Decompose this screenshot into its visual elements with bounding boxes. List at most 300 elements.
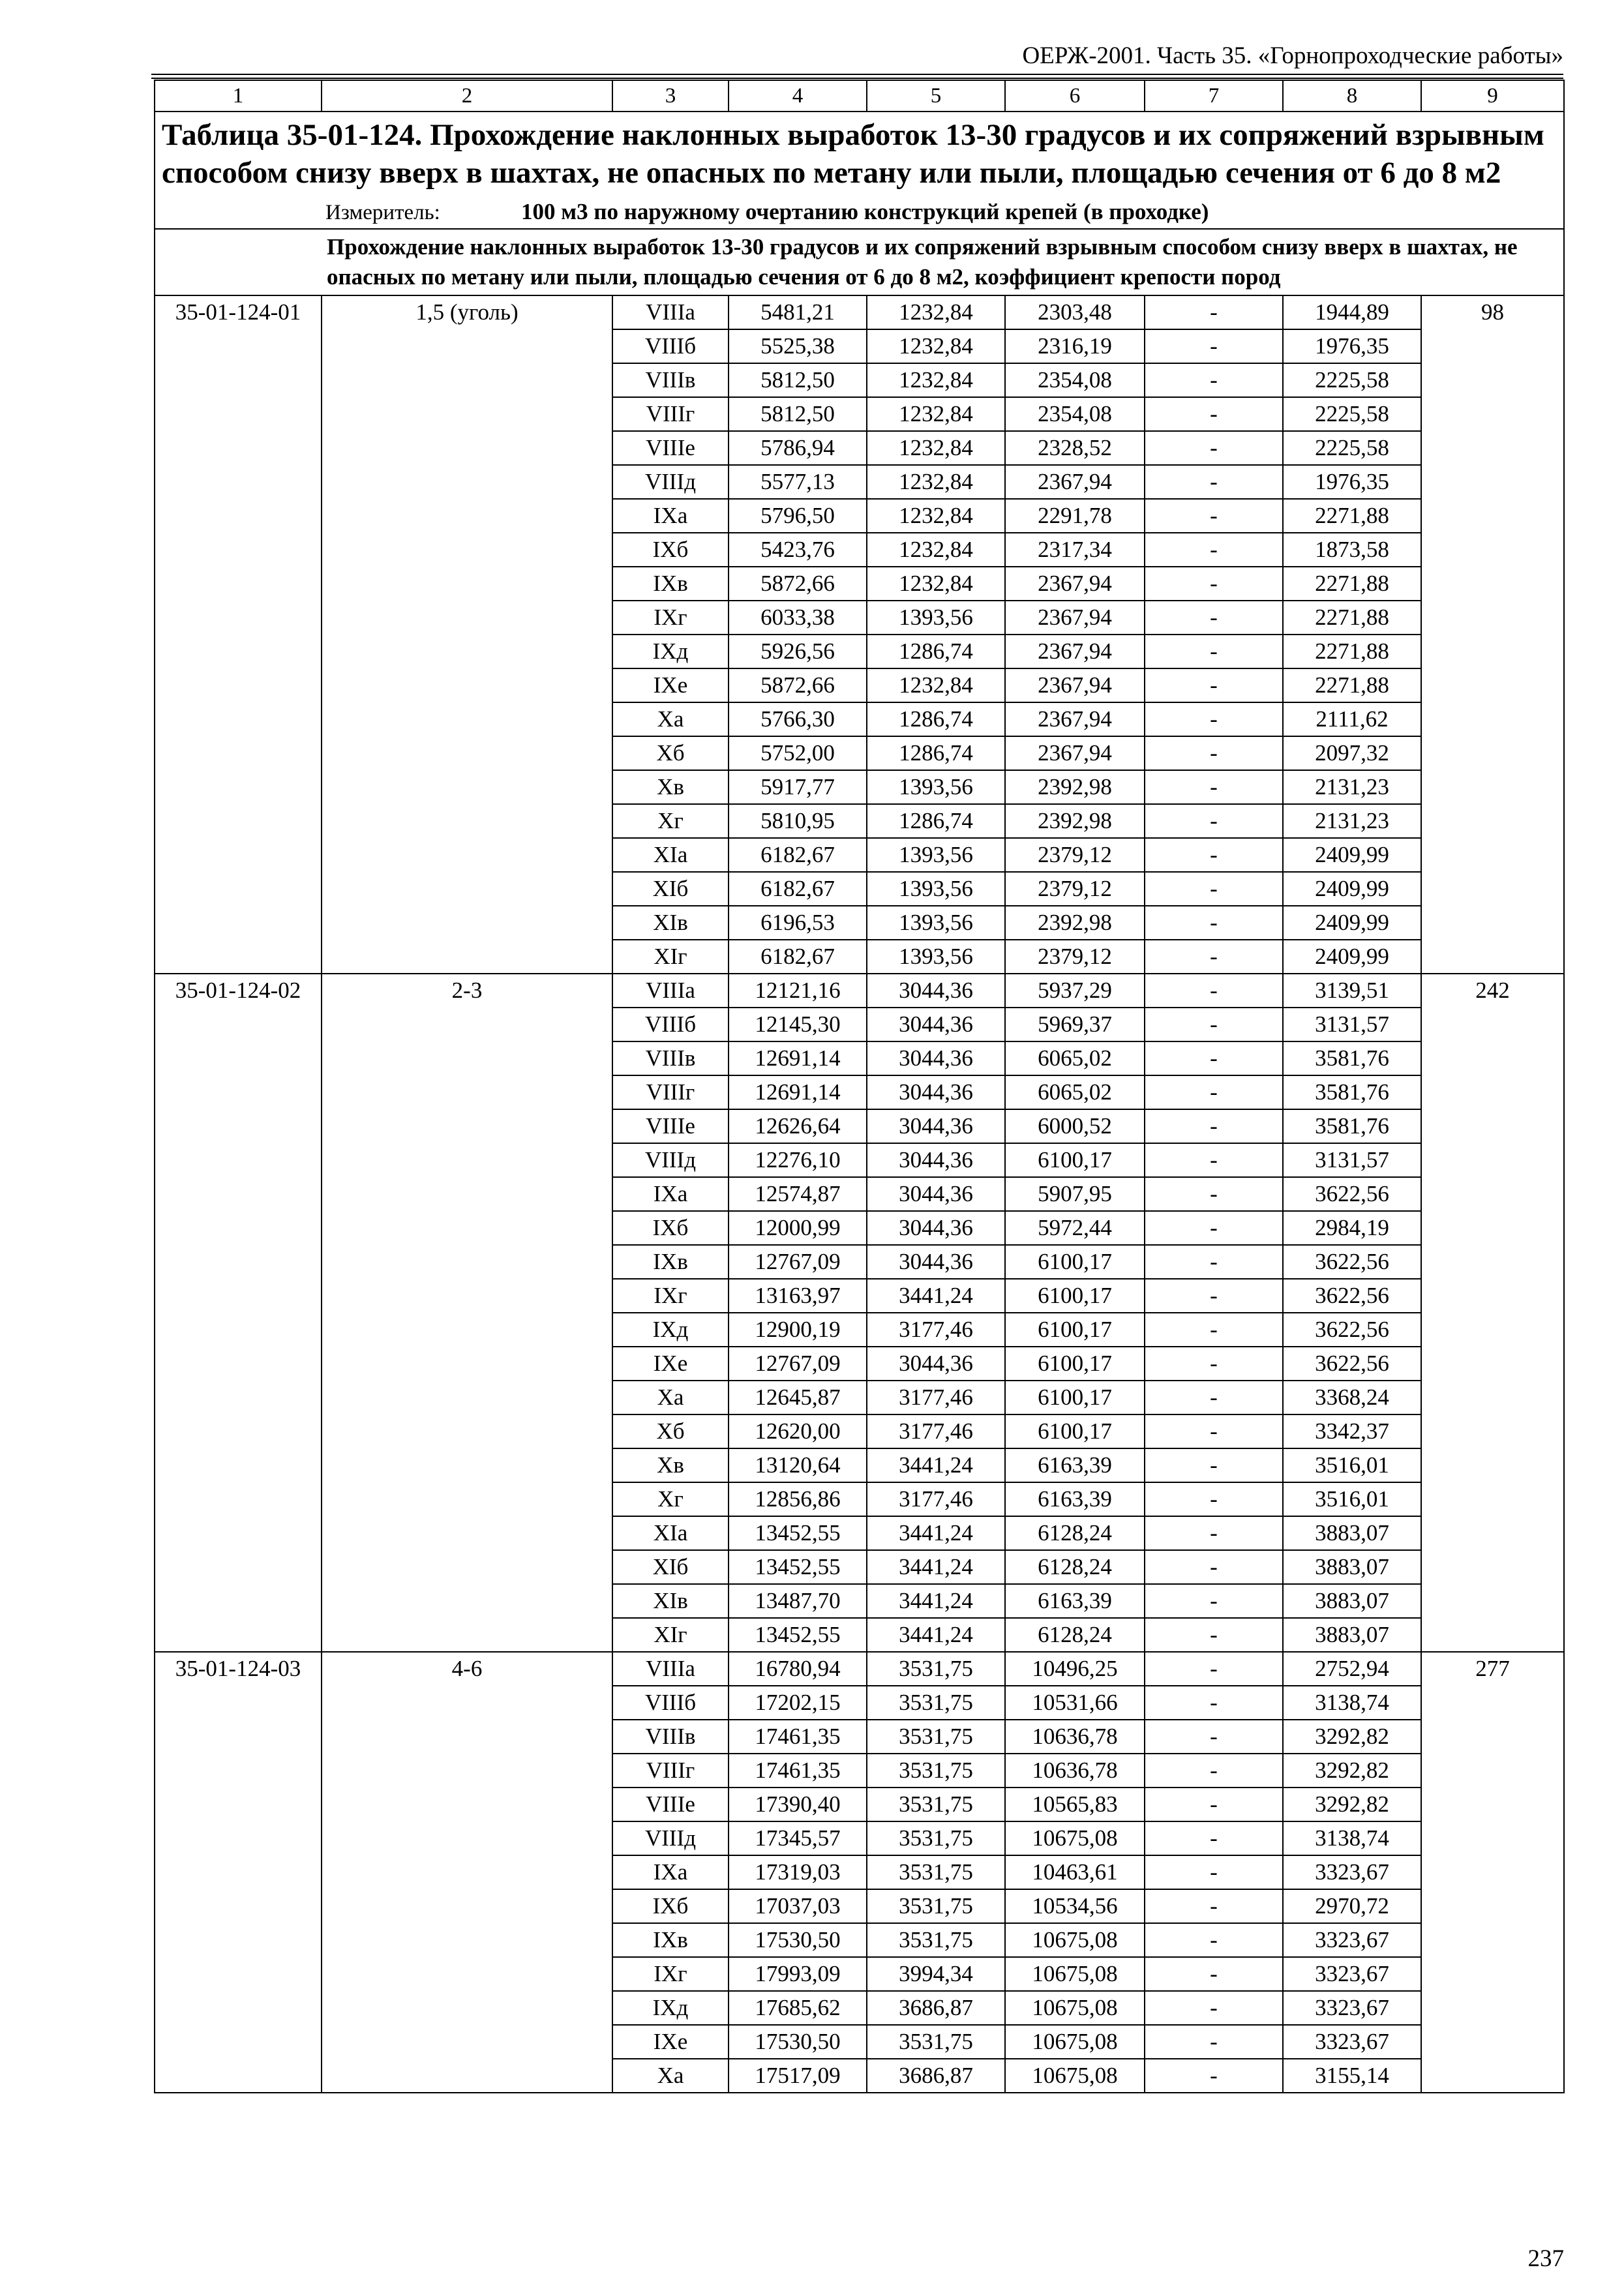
materials-cell: 2271,88 (1283, 601, 1421, 635)
machinists-wages-cell: - (1145, 1482, 1283, 1516)
machinists-wages-cell: - (1145, 804, 1283, 838)
column-number: 2 (322, 80, 612, 112)
materials-cell: 3139,51 (1283, 974, 1421, 1008)
rate-code-cell: 35-01-124-01 (155, 295, 322, 974)
machinists-wages-cell: - (1145, 1516, 1283, 1550)
rock-category-cell: VIIIв (612, 1720, 729, 1754)
wages-cell: 3531,75 (867, 1821, 1005, 1855)
machinists-wages-cell: - (1145, 1855, 1283, 1889)
rates-table (154, 80, 1565, 2093)
machinists-wages-cell: - (1145, 1957, 1283, 1991)
wages-cell: 1232,84 (867, 499, 1005, 533)
wages-cell: 1286,74 (867, 702, 1005, 736)
machines-cell: 6000,52 (1005, 1109, 1145, 1143)
machinists-wages-cell: - (1145, 1923, 1283, 1957)
materials-cell: 3131,57 (1283, 1008, 1421, 1041)
machines-cell: 10675,08 (1005, 1821, 1145, 1855)
total-cost-cell: 6182,67 (729, 940, 867, 974)
materials-cell: 2409,99 (1283, 940, 1421, 974)
wages-cell: 3044,36 (867, 1177, 1005, 1211)
machines-cell: 10636,78 (1005, 1720, 1145, 1754)
total-cost-cell: 5786,94 (729, 431, 867, 465)
total-cost-cell: 5481,21 (729, 295, 867, 329)
machinists-wages-cell: - (1145, 1788, 1283, 1821)
materials-cell: 2131,23 (1283, 804, 1421, 838)
rock-category-cell: VIIIд (612, 1143, 729, 1177)
column-number: 9 (1421, 80, 1564, 112)
machinists-wages-cell: - (1145, 1347, 1283, 1381)
machines-cell: 6128,24 (1005, 1618, 1145, 1652)
machinists-wages-cell: - (1145, 2025, 1283, 2059)
wages-cell: 1232,84 (867, 295, 1005, 329)
materials-cell: 3622,56 (1283, 1245, 1421, 1279)
wages-cell: 1286,74 (867, 804, 1005, 838)
machinists-wages-cell: - (1145, 1245, 1283, 1279)
machines-cell: 10534,56 (1005, 1889, 1145, 1923)
wages-cell: 3441,24 (867, 1516, 1005, 1550)
total-cost-cell: 5796,50 (729, 499, 867, 533)
total-cost-cell: 13452,55 (729, 1550, 867, 1584)
machinists-wages-cell: - (1145, 1448, 1283, 1482)
materials-cell: 2225,58 (1283, 431, 1421, 465)
machines-cell: 2367,94 (1005, 465, 1145, 499)
rock-category-cell: VIIIг (612, 1754, 729, 1788)
materials-cell: 2409,99 (1283, 906, 1421, 940)
rock-category-cell: Xа (612, 702, 729, 736)
materials-cell: 1976,35 (1283, 329, 1421, 363)
wages-cell: 3441,24 (867, 1618, 1005, 1652)
wages-cell: 3531,75 (867, 1686, 1005, 1720)
total-cost-cell: 12856,86 (729, 1482, 867, 1516)
machinists-wages-cell: - (1145, 1041, 1283, 1075)
rock-category-cell: IXд (612, 1313, 729, 1347)
materials-cell: 2271,88 (1283, 499, 1421, 533)
machines-cell: 10675,08 (1005, 2059, 1145, 2093)
wages-cell: 1286,74 (867, 635, 1005, 668)
machinists-wages-cell: - (1145, 1584, 1283, 1618)
wages-cell: 3531,75 (867, 2025, 1005, 2059)
section-title: Прохождение наклонных выработок 13-30 градусов и их сопряжений взрывным способом снизу вверх в шахтах, не опасных по метану или пыли, площадью сечения от 6 до 8 м2, коэффициент крепости пород (322, 229, 1564, 295)
column-number: 1 (155, 80, 322, 112)
labor-cost-cell: 242 (1421, 974, 1564, 1652)
materials-cell: 1976,35 (1283, 465, 1421, 499)
rock-category-cell: IXб (612, 1211, 729, 1245)
machinists-wages-cell: - (1145, 1686, 1283, 1720)
machines-cell: 10496,25 (1005, 1652, 1145, 1686)
machines-cell: 6128,24 (1005, 1550, 1145, 1584)
materials-cell: 3138,74 (1283, 1821, 1421, 1855)
total-cost-cell: 17345,57 (729, 1821, 867, 1855)
machinists-wages-cell: - (1145, 1550, 1283, 1584)
materials-cell: 3883,07 (1283, 1584, 1421, 1618)
rock-category-cell: Xб (612, 1414, 729, 1448)
machines-cell: 10531,66 (1005, 1686, 1145, 1720)
wages-cell: 3531,75 (867, 1855, 1005, 1889)
column-number-row (155, 80, 1564, 112)
wages-cell: 3441,24 (867, 1279, 1005, 1313)
machines-cell: 2367,94 (1005, 567, 1145, 601)
wages-cell: 3044,36 (867, 1143, 1005, 1177)
machinists-wages-cell: - (1145, 702, 1283, 736)
wages-cell: 3177,46 (867, 1381, 1005, 1414)
header-rule (151, 74, 1563, 79)
wages-cell: 3044,36 (867, 1245, 1005, 1279)
total-cost-cell: 13163,97 (729, 1279, 867, 1313)
table-title-row (155, 112, 1564, 196)
machines-cell: 2303,48 (1005, 295, 1145, 329)
machines-cell: 2354,08 (1005, 397, 1145, 431)
rock-category-cell: IXг (612, 601, 729, 635)
rock-category-cell: IXг (612, 1279, 729, 1313)
total-cost-cell: 17517,09 (729, 2059, 867, 2093)
machines-cell: 10636,78 (1005, 1754, 1145, 1788)
wages-cell: 1232,84 (867, 363, 1005, 397)
materials-cell: 3516,01 (1283, 1448, 1421, 1482)
rock-hardness-cell: 4-6 (322, 1652, 612, 2093)
wages-cell: 3044,36 (867, 1347, 1005, 1381)
total-cost-cell: 17685,62 (729, 1991, 867, 2025)
wages-cell: 1232,84 (867, 431, 1005, 465)
machines-cell: 2367,94 (1005, 736, 1145, 770)
machines-cell: 6065,02 (1005, 1075, 1145, 1109)
materials-cell: 3883,07 (1283, 1618, 1421, 1652)
machines-cell: 2379,12 (1005, 872, 1145, 906)
total-cost-cell: 5872,66 (729, 567, 867, 601)
wages-cell: 3686,87 (867, 2059, 1005, 2093)
rock-category-cell: VIIIв (612, 1041, 729, 1075)
machinists-wages-cell: - (1145, 1414, 1283, 1448)
materials-cell: 2271,88 (1283, 635, 1421, 668)
rock-category-cell: VIIIа (612, 974, 729, 1008)
machinists-wages-cell: - (1145, 838, 1283, 872)
materials-cell: 2409,99 (1283, 838, 1421, 872)
total-cost-cell: 12691,14 (729, 1075, 867, 1109)
materials-cell: 3323,67 (1283, 1923, 1421, 1957)
machinists-wages-cell: - (1145, 1008, 1283, 1041)
materials-cell: 2984,19 (1283, 1211, 1421, 1245)
rock-category-cell: VIIIб (612, 1686, 729, 1720)
total-cost-cell: 5577,13 (729, 465, 867, 499)
machines-cell: 2354,08 (1005, 363, 1145, 397)
machinists-wages-cell: - (1145, 431, 1283, 465)
wages-cell: 3994,34 (867, 1957, 1005, 1991)
machinists-wages-cell: - (1145, 1211, 1283, 1245)
column-number: 3 (612, 80, 729, 112)
total-cost-cell: 17530,50 (729, 1923, 867, 1957)
materials-cell: 3581,76 (1283, 1109, 1421, 1143)
total-cost-cell: 6182,67 (729, 838, 867, 872)
machines-cell: 6163,39 (1005, 1584, 1145, 1618)
rock-category-cell: XIв (612, 1584, 729, 1618)
total-cost-cell: 17037,03 (729, 1889, 867, 1923)
machinists-wages-cell: - (1145, 1381, 1283, 1414)
rock-category-cell: IXд (612, 1991, 729, 2025)
wages-cell: 1232,84 (867, 329, 1005, 363)
rock-category-cell: Xа (612, 2059, 729, 2093)
rock-category-cell: IXа (612, 1177, 729, 1211)
total-cost-cell: 17390,40 (729, 1788, 867, 1821)
total-cost-cell: 6196,53 (729, 906, 867, 940)
machines-cell: 5969,37 (1005, 1008, 1145, 1041)
rate-code-cell: 35-01-124-03 (155, 1652, 322, 2093)
total-cost-cell: 13452,55 (729, 1618, 867, 1652)
total-cost-cell: 5810,95 (729, 804, 867, 838)
materials-cell: 2271,88 (1283, 567, 1421, 601)
machinists-wages-cell: - (1145, 1889, 1283, 1923)
total-cost-cell: 17319,03 (729, 1855, 867, 1889)
machinists-wages-cell: - (1145, 2059, 1283, 2093)
machines-cell: 6065,02 (1005, 1041, 1145, 1075)
rock-category-cell: Xв (612, 1448, 729, 1482)
wages-cell: 1393,56 (867, 770, 1005, 804)
rock-category-cell: IXд (612, 635, 729, 668)
unit-spacer (155, 196, 322, 229)
rock-category-cell: VIIIд (612, 1821, 729, 1855)
table-title: Таблица 35-01-124. Прохождение наклонных выработок 13-30 градусов и их сопряжений взрывным способом снизу вверх в шахтах, не опасных по метану или пыли, площадью сечения от 6 до 8 м2 (155, 112, 1564, 196)
machinists-wages-cell: - (1145, 1143, 1283, 1177)
machinists-wages-cell: - (1145, 1618, 1283, 1652)
machines-cell: 2367,94 (1005, 702, 1145, 736)
wages-cell: 3044,36 (867, 1041, 1005, 1075)
machines-cell: 6128,24 (1005, 1516, 1145, 1550)
machines-cell: 2367,94 (1005, 635, 1145, 668)
total-cost-cell: 12276,10 (729, 1143, 867, 1177)
wages-cell: 1393,56 (867, 838, 1005, 872)
total-cost-cell: 12145,30 (729, 1008, 867, 1041)
machines-cell: 10675,08 (1005, 1923, 1145, 1957)
wages-cell: 3044,36 (867, 1109, 1005, 1143)
machines-cell: 5972,44 (1005, 1211, 1145, 1245)
materials-cell: 3138,74 (1283, 1686, 1421, 1720)
materials-cell: 2111,62 (1283, 702, 1421, 736)
table-row (155, 974, 1564, 1008)
machines-cell: 6100,17 (1005, 1279, 1145, 1313)
wages-cell: 3531,75 (867, 1923, 1005, 1957)
materials-cell: 2097,32 (1283, 736, 1421, 770)
machines-cell: 6100,17 (1005, 1347, 1145, 1381)
machines-cell: 6163,39 (1005, 1448, 1145, 1482)
unit-value: 100 м3 по наружному очертанию конструкций крепей (в проходке) (521, 198, 1209, 224)
total-cost-cell: 6182,67 (729, 872, 867, 906)
machinists-wages-cell: - (1145, 465, 1283, 499)
rock-category-cell: IXа (612, 1855, 729, 1889)
rock-category-cell: IXв (612, 567, 729, 601)
total-cost-cell: 17993,09 (729, 1957, 867, 1991)
materials-cell: 3883,07 (1283, 1550, 1421, 1584)
rock-category-cell: IXб (612, 533, 729, 567)
materials-cell: 3516,01 (1283, 1482, 1421, 1516)
machinists-wages-cell: - (1145, 601, 1283, 635)
machinists-wages-cell: - (1145, 940, 1283, 974)
machines-cell: 2291,78 (1005, 499, 1145, 533)
materials-cell: 3342,37 (1283, 1414, 1421, 1448)
materials-cell: 3131,57 (1283, 1143, 1421, 1177)
total-cost-cell: 12000,99 (729, 1211, 867, 1245)
total-cost-cell: 12620,00 (729, 1414, 867, 1448)
wages-cell: 3531,75 (867, 1754, 1005, 1788)
rock-category-cell: XIб (612, 1550, 729, 1584)
materials-cell: 1944,89 (1283, 295, 1421, 329)
machinists-wages-cell: - (1145, 1075, 1283, 1109)
rock-category-cell: VIIIг (612, 397, 729, 431)
machinists-wages-cell: - (1145, 770, 1283, 804)
machines-cell: 10675,08 (1005, 1957, 1145, 1991)
machines-cell: 2316,19 (1005, 329, 1145, 363)
total-cost-cell: 5525,38 (729, 329, 867, 363)
column-number: 5 (867, 80, 1005, 112)
rock-category-cell: XIа (612, 1516, 729, 1550)
total-cost-cell: 6033,38 (729, 601, 867, 635)
materials-cell: 1873,58 (1283, 533, 1421, 567)
machines-cell: 2392,98 (1005, 804, 1145, 838)
wages-cell: 3531,75 (867, 1889, 1005, 1923)
wages-cell: 1232,84 (867, 668, 1005, 702)
rock-category-cell: Xг (612, 1482, 729, 1516)
rock-category-cell: IXе (612, 2025, 729, 2059)
total-cost-cell: 5926,56 (729, 635, 867, 668)
materials-cell: 3883,07 (1283, 1516, 1421, 1550)
machinists-wages-cell: - (1145, 363, 1283, 397)
total-cost-cell: 13487,70 (729, 1584, 867, 1618)
column-number: 4 (729, 80, 867, 112)
wages-cell: 1232,84 (867, 533, 1005, 567)
materials-cell: 2225,58 (1283, 397, 1421, 431)
materials-cell: 3292,82 (1283, 1788, 1421, 1821)
rock-category-cell: IXв (612, 1923, 729, 1957)
table-body (155, 80, 1564, 2093)
materials-cell: 3155,14 (1283, 2059, 1421, 2093)
section-spacer (155, 229, 322, 295)
total-cost-cell: 5752,00 (729, 736, 867, 770)
machinists-wages-cell: - (1145, 1754, 1283, 1788)
machinists-wages-cell: - (1145, 533, 1283, 567)
machines-cell: 5907,95 (1005, 1177, 1145, 1211)
materials-cell: 3323,67 (1283, 1957, 1421, 1991)
total-cost-cell: 13120,64 (729, 1448, 867, 1482)
labor-cost-cell: 98 (1421, 295, 1564, 974)
wages-cell: 3177,46 (867, 1313, 1005, 1347)
total-cost-cell: 12626,64 (729, 1109, 867, 1143)
rock-category-cell: VIIIе (612, 431, 729, 465)
materials-cell: 2970,72 (1283, 1889, 1421, 1923)
total-cost-cell: 5766,30 (729, 702, 867, 736)
materials-cell: 2752,94 (1283, 1652, 1421, 1686)
wages-cell: 3441,24 (867, 1584, 1005, 1618)
rock-category-cell: IXе (612, 668, 729, 702)
wages-cell: 3441,24 (867, 1448, 1005, 1482)
materials-cell: 3622,56 (1283, 1313, 1421, 1347)
materials-cell: 2225,58 (1283, 363, 1421, 397)
rock-category-cell: Xв (612, 770, 729, 804)
total-cost-cell: 5812,50 (729, 363, 867, 397)
rock-category-cell: IXа (612, 499, 729, 533)
machinists-wages-cell: - (1145, 499, 1283, 533)
wages-cell: 3531,75 (867, 1652, 1005, 1686)
total-cost-cell: 13452,55 (729, 1516, 867, 1550)
total-cost-cell: 12645,87 (729, 1381, 867, 1414)
machines-cell: 10565,83 (1005, 1788, 1145, 1821)
rock-category-cell: IXе (612, 1347, 729, 1381)
rock-category-cell: VIIIг (612, 1075, 729, 1109)
rock-category-cell: VIIIд (612, 465, 729, 499)
rock-category-cell: Xа (612, 1381, 729, 1414)
unit-cell (322, 196, 1564, 229)
machinists-wages-cell: - (1145, 635, 1283, 668)
machinists-wages-cell: - (1145, 872, 1283, 906)
machines-cell: 2392,98 (1005, 770, 1145, 804)
rock-category-cell: XIа (612, 838, 729, 872)
total-cost-cell: 17461,35 (729, 1720, 867, 1754)
materials-cell: 3368,24 (1283, 1381, 1421, 1414)
machinists-wages-cell: - (1145, 736, 1283, 770)
machinists-wages-cell: - (1145, 329, 1283, 363)
total-cost-cell: 12691,14 (729, 1041, 867, 1075)
total-cost-cell: 12574,87 (729, 1177, 867, 1211)
rock-category-cell: VIIIб (612, 329, 729, 363)
machinists-wages-cell: - (1145, 567, 1283, 601)
wages-cell: 1393,56 (867, 906, 1005, 940)
total-cost-cell: 16780,94 (729, 1652, 867, 1686)
wages-cell: 1286,74 (867, 736, 1005, 770)
wages-cell: 1232,84 (867, 465, 1005, 499)
machines-cell: 10463,61 (1005, 1855, 1145, 1889)
wages-cell: 3044,36 (867, 1008, 1005, 1041)
unit-label: Измеритель: (325, 200, 440, 224)
materials-cell: 2409,99 (1283, 872, 1421, 906)
wages-cell: 1393,56 (867, 601, 1005, 635)
total-cost-cell: 17202,15 (729, 1686, 867, 1720)
rock-category-cell: VIIIв (612, 363, 729, 397)
page-number: 237 (1527, 2245, 1564, 2272)
machinists-wages-cell: - (1145, 1652, 1283, 1686)
rock-category-cell: VIIIе (612, 1788, 729, 1821)
machinists-wages-cell: - (1145, 1279, 1283, 1313)
rock-category-cell: Xб (612, 736, 729, 770)
machines-cell: 2317,34 (1005, 533, 1145, 567)
wages-cell: 3441,24 (867, 1550, 1005, 1584)
total-cost-cell: 17461,35 (729, 1754, 867, 1788)
machines-cell: 2379,12 (1005, 838, 1145, 872)
machines-cell: 6100,17 (1005, 1313, 1145, 1347)
wages-cell: 1232,84 (867, 397, 1005, 431)
rock-category-cell: IXб (612, 1889, 729, 1923)
rock-category-cell: VIIIб (612, 1008, 729, 1041)
machinists-wages-cell: - (1145, 1109, 1283, 1143)
machinists-wages-cell: - (1145, 397, 1283, 431)
machines-cell: 5937,29 (1005, 974, 1145, 1008)
wages-cell: 3044,36 (867, 974, 1005, 1008)
wages-cell: 3044,36 (867, 1211, 1005, 1245)
total-cost-cell: 12900,19 (729, 1313, 867, 1347)
total-cost-cell: 12121,16 (729, 974, 867, 1008)
column-number: 8 (1283, 80, 1421, 112)
column-number: 7 (1145, 80, 1283, 112)
materials-cell: 3581,76 (1283, 1075, 1421, 1109)
total-cost-cell: 5917,77 (729, 770, 867, 804)
machines-cell: 2367,94 (1005, 601, 1145, 635)
unit-row (155, 196, 1564, 229)
machines-cell: 2392,98 (1005, 906, 1145, 940)
materials-cell: 3581,76 (1283, 1041, 1421, 1075)
rock-category-cell: IXг (612, 1957, 729, 1991)
materials-cell: 3323,67 (1283, 1991, 1421, 2025)
machines-cell: 10675,08 (1005, 1991, 1145, 2025)
total-cost-cell: 12767,09 (729, 1245, 867, 1279)
table-row (155, 1652, 1564, 1686)
wages-cell: 3177,46 (867, 1414, 1005, 1448)
machines-cell: 6100,17 (1005, 1381, 1145, 1414)
rate-code-cell: 35-01-124-02 (155, 974, 322, 1652)
